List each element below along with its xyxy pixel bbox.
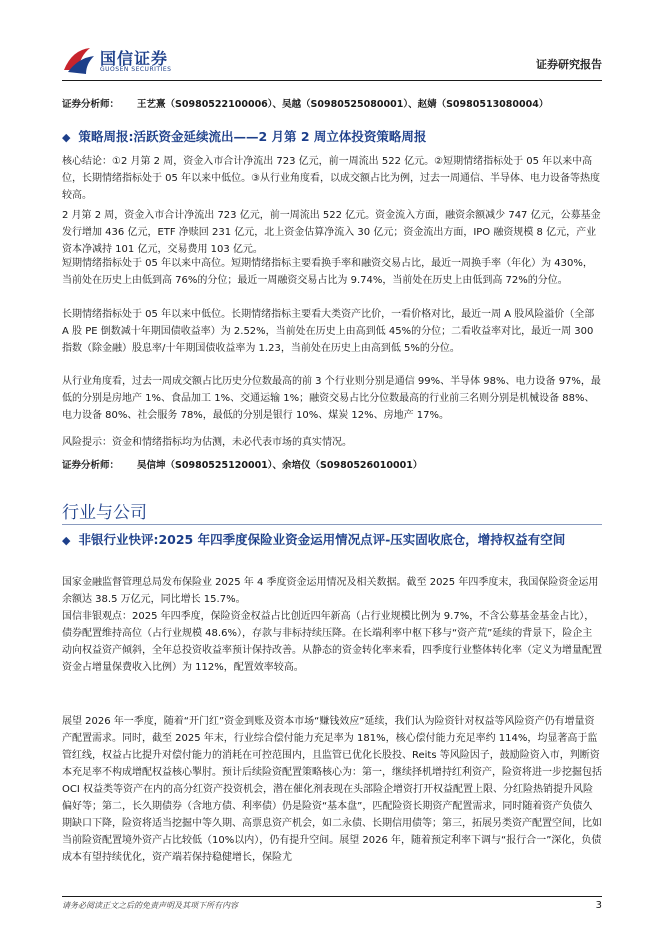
logo-name-cn: 国信证券 (100, 49, 169, 68)
paragraph: 2 月第 2 周，资金入市合计净流出 723 亿元，前一周流出 522 亿元。资金流入方面，融资余额减少 747 亿元，公募基金发行增加 436 亿元，ETF 净赎回 231 亿元，北上资金估算净流入 30 亿元；资金流出方面，IPO 融资规模 8 亿元，产业资本净减持 101 亿元，交易费用 103 亿元。 (62, 210, 601, 255)
section-title-text: 策略周报:活跃资金延续流出——2 月第 2 周立体投资策略周报 (78, 129, 427, 144)
report-type-label: 证券研究报告 (536, 58, 602, 71)
paragraph: 国家金融监督管理总局发布保险业 2025 年 4 季度资金运用情况及相关数据。截至 2025 年四季度末，我国保险资金运用余额达 38.5 万亿元，同比增长 15.7%。 (62, 577, 599, 605)
header-divider (62, 80, 602, 81)
company-logo (62, 44, 192, 78)
paragraph: 国信非银观点：2025 年四季度，保险资金权益占比创近四年新高（占行业规模比例为 9.7%，不含公募基金基金占比），债券配置维持高位（占行业规模 48.6%），存款与非标持续压降。在长端利率中枢下移与“资产荒”延续的背景下，险企主动向权益资产倾斜，全年总投资收益率预计保持改善。从静态的资金转化率来看，四季度行业整体转化率（定义为增量配置资金占增量保费收入比例）为 112%，配置效率较高。 (62, 611, 602, 673)
diamond-bullet-icon: ◆ (62, 131, 71, 144)
paragraph: 展望 2026 年一季度，随着“开门红”资金到账及资本市场“赚钱效应”延续，我们认为险资针对权益等风险资产仍有增量资产配置需求。同时，截至 2025 年末，行业综合偿付能力充足率为 181%，核心偿付能力充足率约 114%，均显著高于监管红线，权益占比提升对偿付能力的消耗在可控范围内，且监管已优化长股投、Reits 等风险因子，鼓励险资入市，判断资本充足率不构成增配权益核心掣肘。预计后续险资配置策略核心为：第一，继续择机增持红利资产，险资将进一步挖掘包括 OCI 权益类等资产在内的高分红资产投资机会，潜在催化剂表现在头部险企增资打开权益配置上限、分红险热销提升风险偏好等；第二，长久期债券（含地方债、利率债）仍是险资“基本盘”，匹配险资长期资产配置需求，同时随着资产负债久期缺口下降，险资将适当挖掘中等久期、高票息资产机会，如二永债、长期信用债等；第三，拓展另类资产配置空间，比如当前险资配置境外资产占比较低（10%以内），仍有提升空间。展望 2026 年，随着预定利率下调与“报行合一”深化，负债成本有望持续优化，资产端若保持稳健增长，保险尤 (62, 716, 602, 863)
footer-divider (62, 896, 602, 897)
analyst-label: 证券分析师： (62, 460, 120, 471)
logo-mark-icon (62, 44, 96, 76)
analyst-names: 王艺熹（S0980522100006）、吴越（S0980525080001）、赵婧（S0980513080004） (137, 99, 549, 110)
risk-note: 风险提示：资金和情绪指标均为估测，未必代表市场的真实情况。 (62, 437, 352, 448)
section-title-insurance (62, 530, 602, 551)
logo-name-en: GUOSEN SECURITIES (100, 66, 172, 73)
paragraph: 长期情绪指标处于 05 年以来中低位。长期情绪指标主要看大类资产比价，一看价格对比，最近一周 A 股风险溢价（全部 A 股 PE 倒数减十年期国债收益率）为 2.52%，当前处在历史上由高到低 45%的分位；二看收益率对比，最近一周 300 指数（除金融）股息率/十年期国债收益率为 1.23，当前处在历史上由高到低 5%的分位。 (62, 309, 595, 354)
disclaimer-note: 请务必阅读正文之后的免责声明及其项下所有内容 (62, 901, 238, 910)
diamond-bullet-icon: ◆ (62, 534, 71, 547)
section-title-strategy (62, 127, 602, 148)
section-title-text: 非银行业快评:2025 年四季度保险业资金运用情况点评-压实固收底仓，增持权益有空间 (78, 532, 566, 547)
analyst-names: 吴信坤（S0980525120001）、余培仪（S0980526010001） (137, 460, 423, 471)
paragraph: 核心结论：①2 月第 2 周，资金入市合计净流出 723 亿元，前一周流出 522 亿元。②短期情绪指标处于 05 年以来中高位，长期情绪指标处于 05 年以来中低位。③从行业角度看，以成交额占比为例，过去一周通信、半导体、电力设备等热度较高。 (62, 156, 601, 201)
paragraph: 短期情绪指标处于 05 年以来中高位。短期情绪指标主要看换手率和融资交易占比，最近一周换手率（年化）为 430%，当前处在历史上由低到高 76%的分位；最近一周融资交易占比为 9.74%，当前处在历史上由低到高 72%的分位。 (62, 258, 593, 286)
analyst-line-1 (62, 96, 602, 113)
page-number: 3 (595, 900, 602, 911)
analyst-line-2 (62, 457, 602, 474)
analyst-label: 证券分析师： (62, 99, 120, 110)
page-header (62, 40, 602, 80)
paragraph: 从行业角度看，过去一周成交额占比历史分位数最高的前 3 个行业则分别是通信 99%、半导体 98%、电力设备 97%，最低的分别是房地产 1%、食品加工 1%、交通运输 1%；融资交易占比分位数最高的行业前三名则分别是机械设备 88%、电力设备 80%、社会服务 78%，最低的分别是银行 10%、煤炭 12%、房地产 17%。 (62, 376, 601, 421)
industry-heading: 行业与公司 (62, 503, 147, 523)
industry-heading-divider (62, 524, 602, 525)
